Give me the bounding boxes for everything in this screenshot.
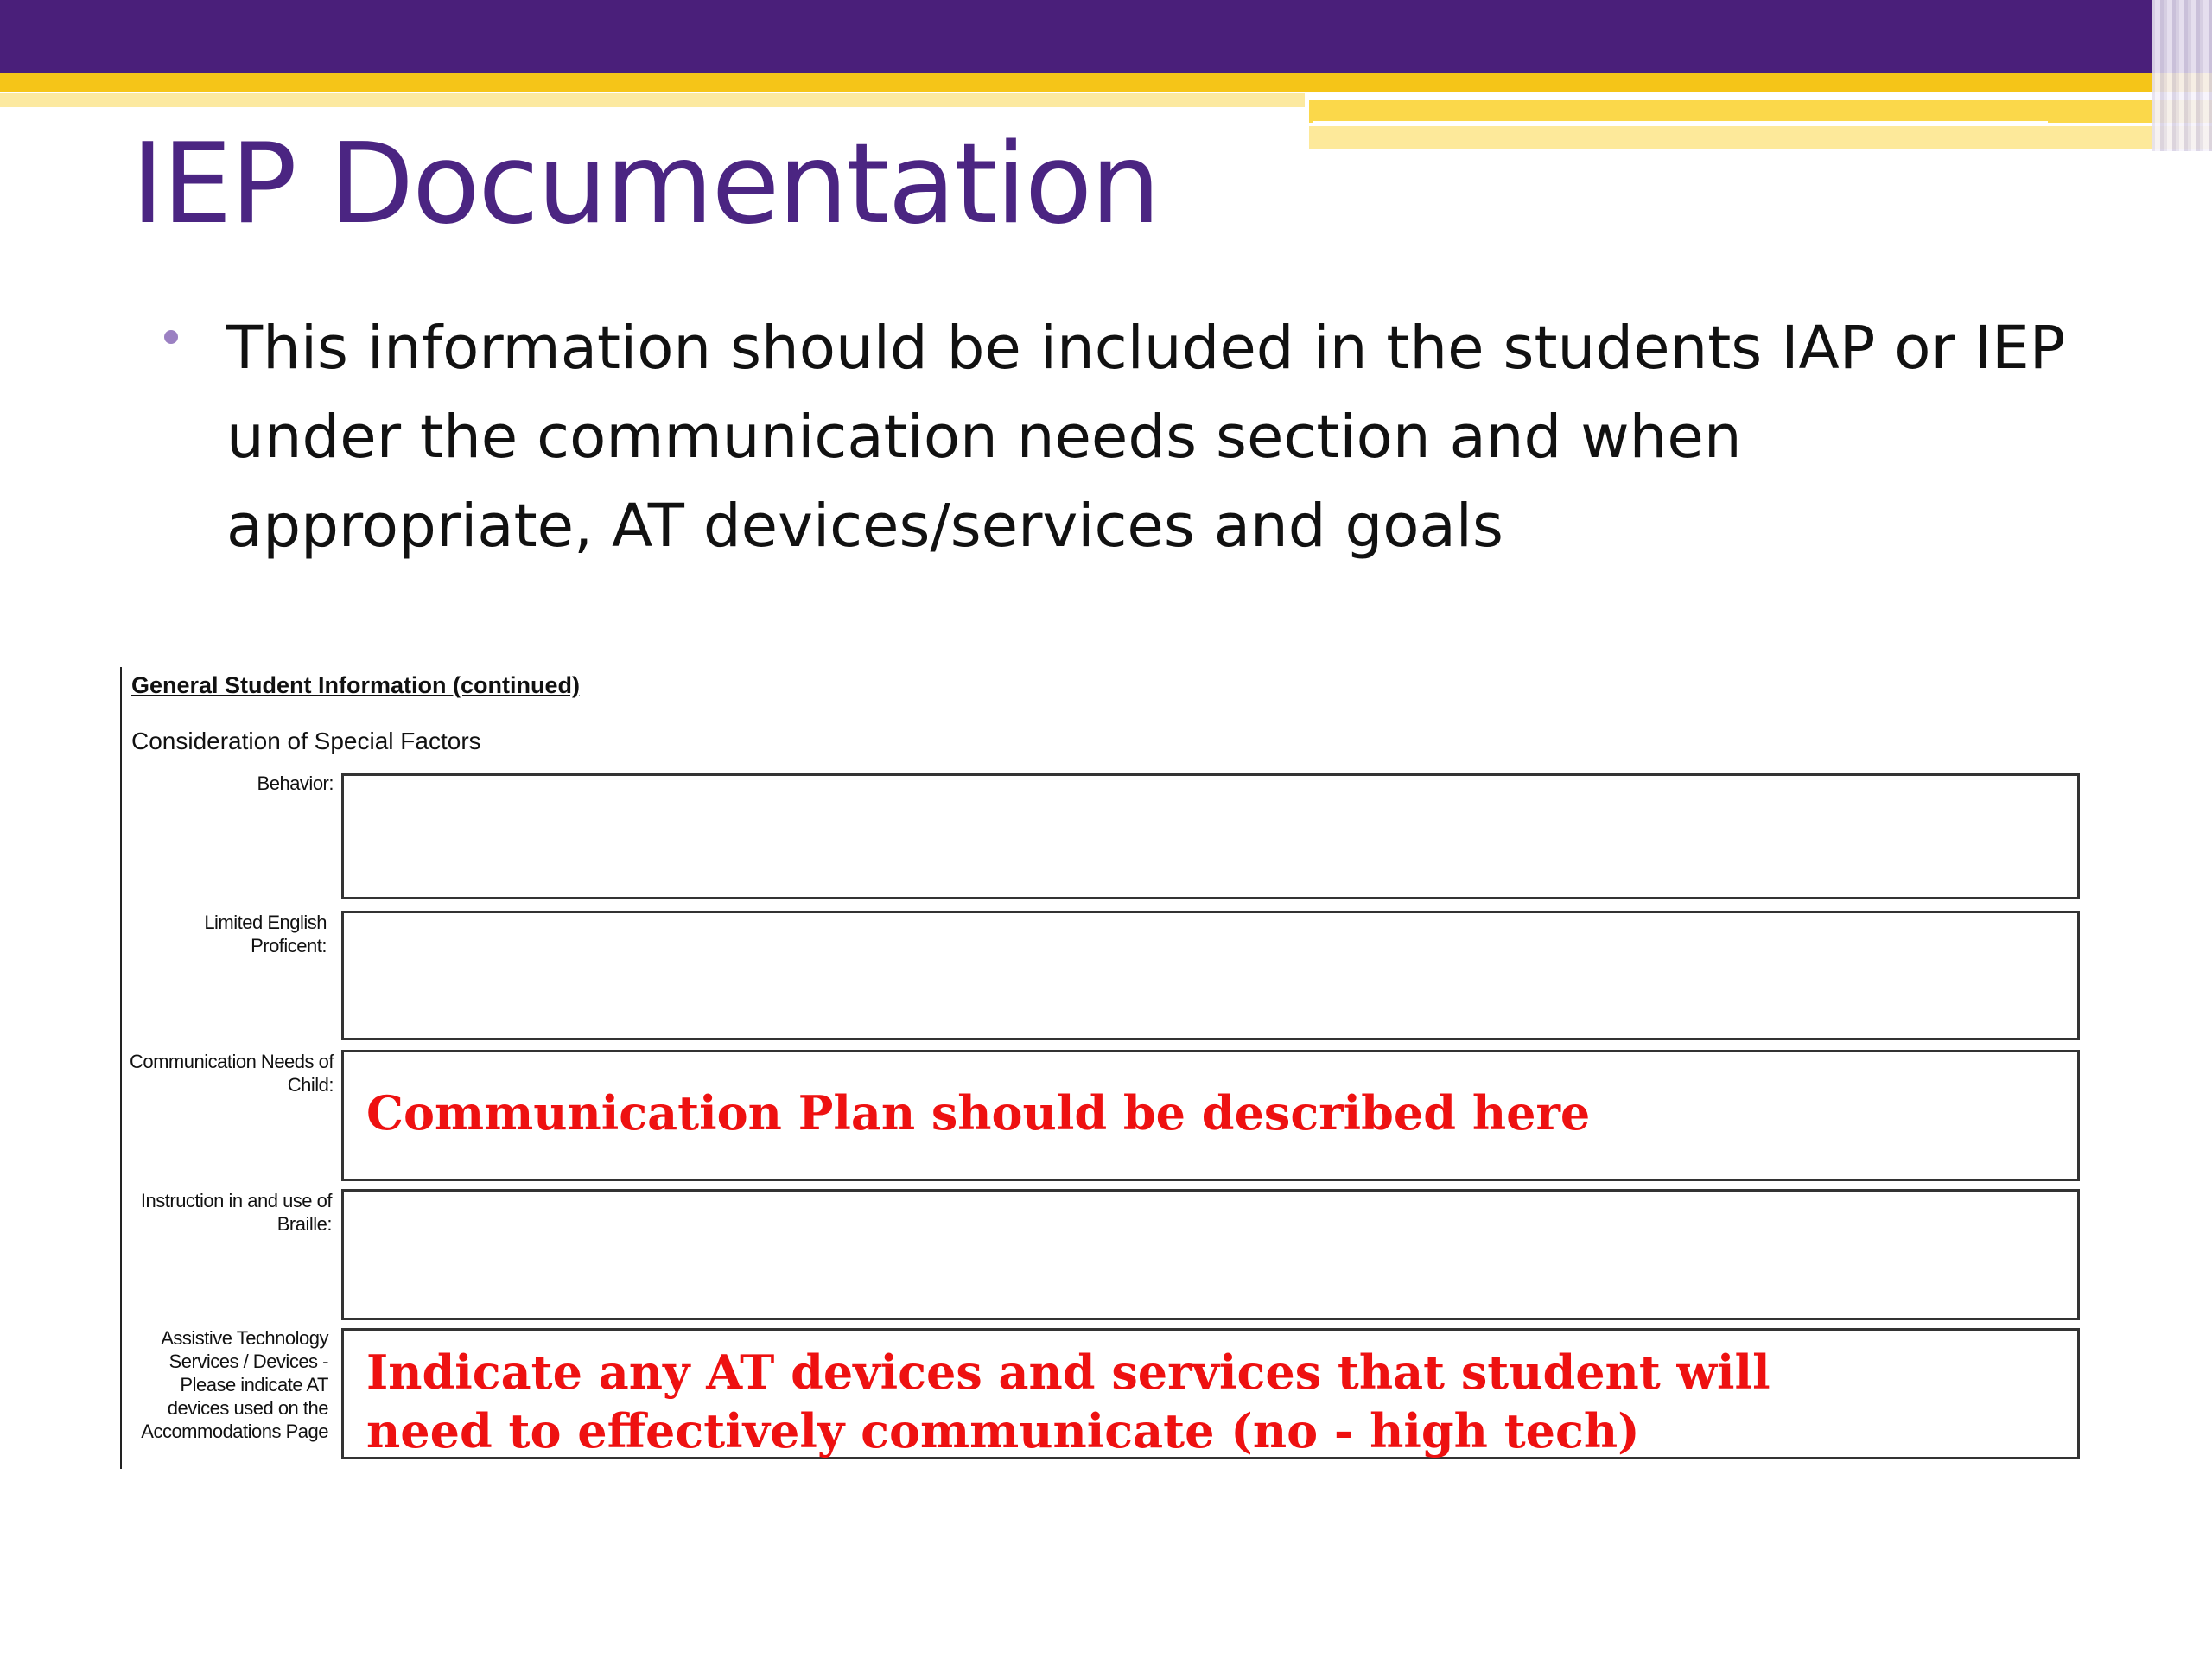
field-limited-english[interactable] [341, 911, 2080, 1040]
field-behavior[interactable] [341, 773, 2080, 899]
communication-plan-note: Communication Plan should be described here [366, 1085, 1591, 1141]
bullet-dot-icon [164, 330, 178, 344]
header-band-gold-right [1309, 100, 2212, 123]
slide-title: IEP Documentation [131, 120, 1160, 249]
header-band-gold-right-lower [1309, 126, 2212, 149]
header-band-purple [0, 0, 2212, 73]
header-band-divider [1313, 121, 2048, 126]
bullet-item [164, 304, 2117, 571]
row-label-communication-needs: Communication Needs of Child: [129, 1051, 334, 1096]
header-band-gold [0, 73, 2212, 92]
field-assistive-technology[interactable] [341, 1328, 2080, 1459]
header-band-gold-thin [0, 93, 1305, 107]
row-label-assistive-technology: Assistive Technology Services / Devices - Please indicate AT devices used on the Accommodations Page [141, 1327, 328, 1442]
row-label-braille: Instruction in and use of Braille: [140, 1190, 332, 1235]
form-left-border [120, 667, 122, 1469]
row-label-behavior: Behavior: [257, 772, 334, 794]
form-heading: General Student Information (continued) [131, 672, 580, 698]
at-devices-note-line-2: need to effectively communicate (no - high tech) [366, 1403, 1640, 1459]
bullet-text: This information should be included in the students IAP or IEP under the communication needs section and when appropriate, AT devices/services and goals [226, 314, 2066, 561]
field-communication-needs[interactable] [341, 1050, 2080, 1181]
header-edge-decoration [2152, 0, 2212, 151]
row-label-limited-english: Limited English Proficent: [204, 912, 327, 957]
field-braille[interactable] [341, 1189, 2080, 1320]
form-subheading: Consideration of Special Factors [131, 728, 481, 754]
at-devices-note-line-1: Indicate any AT devices and services that student will [366, 1344, 1770, 1400]
